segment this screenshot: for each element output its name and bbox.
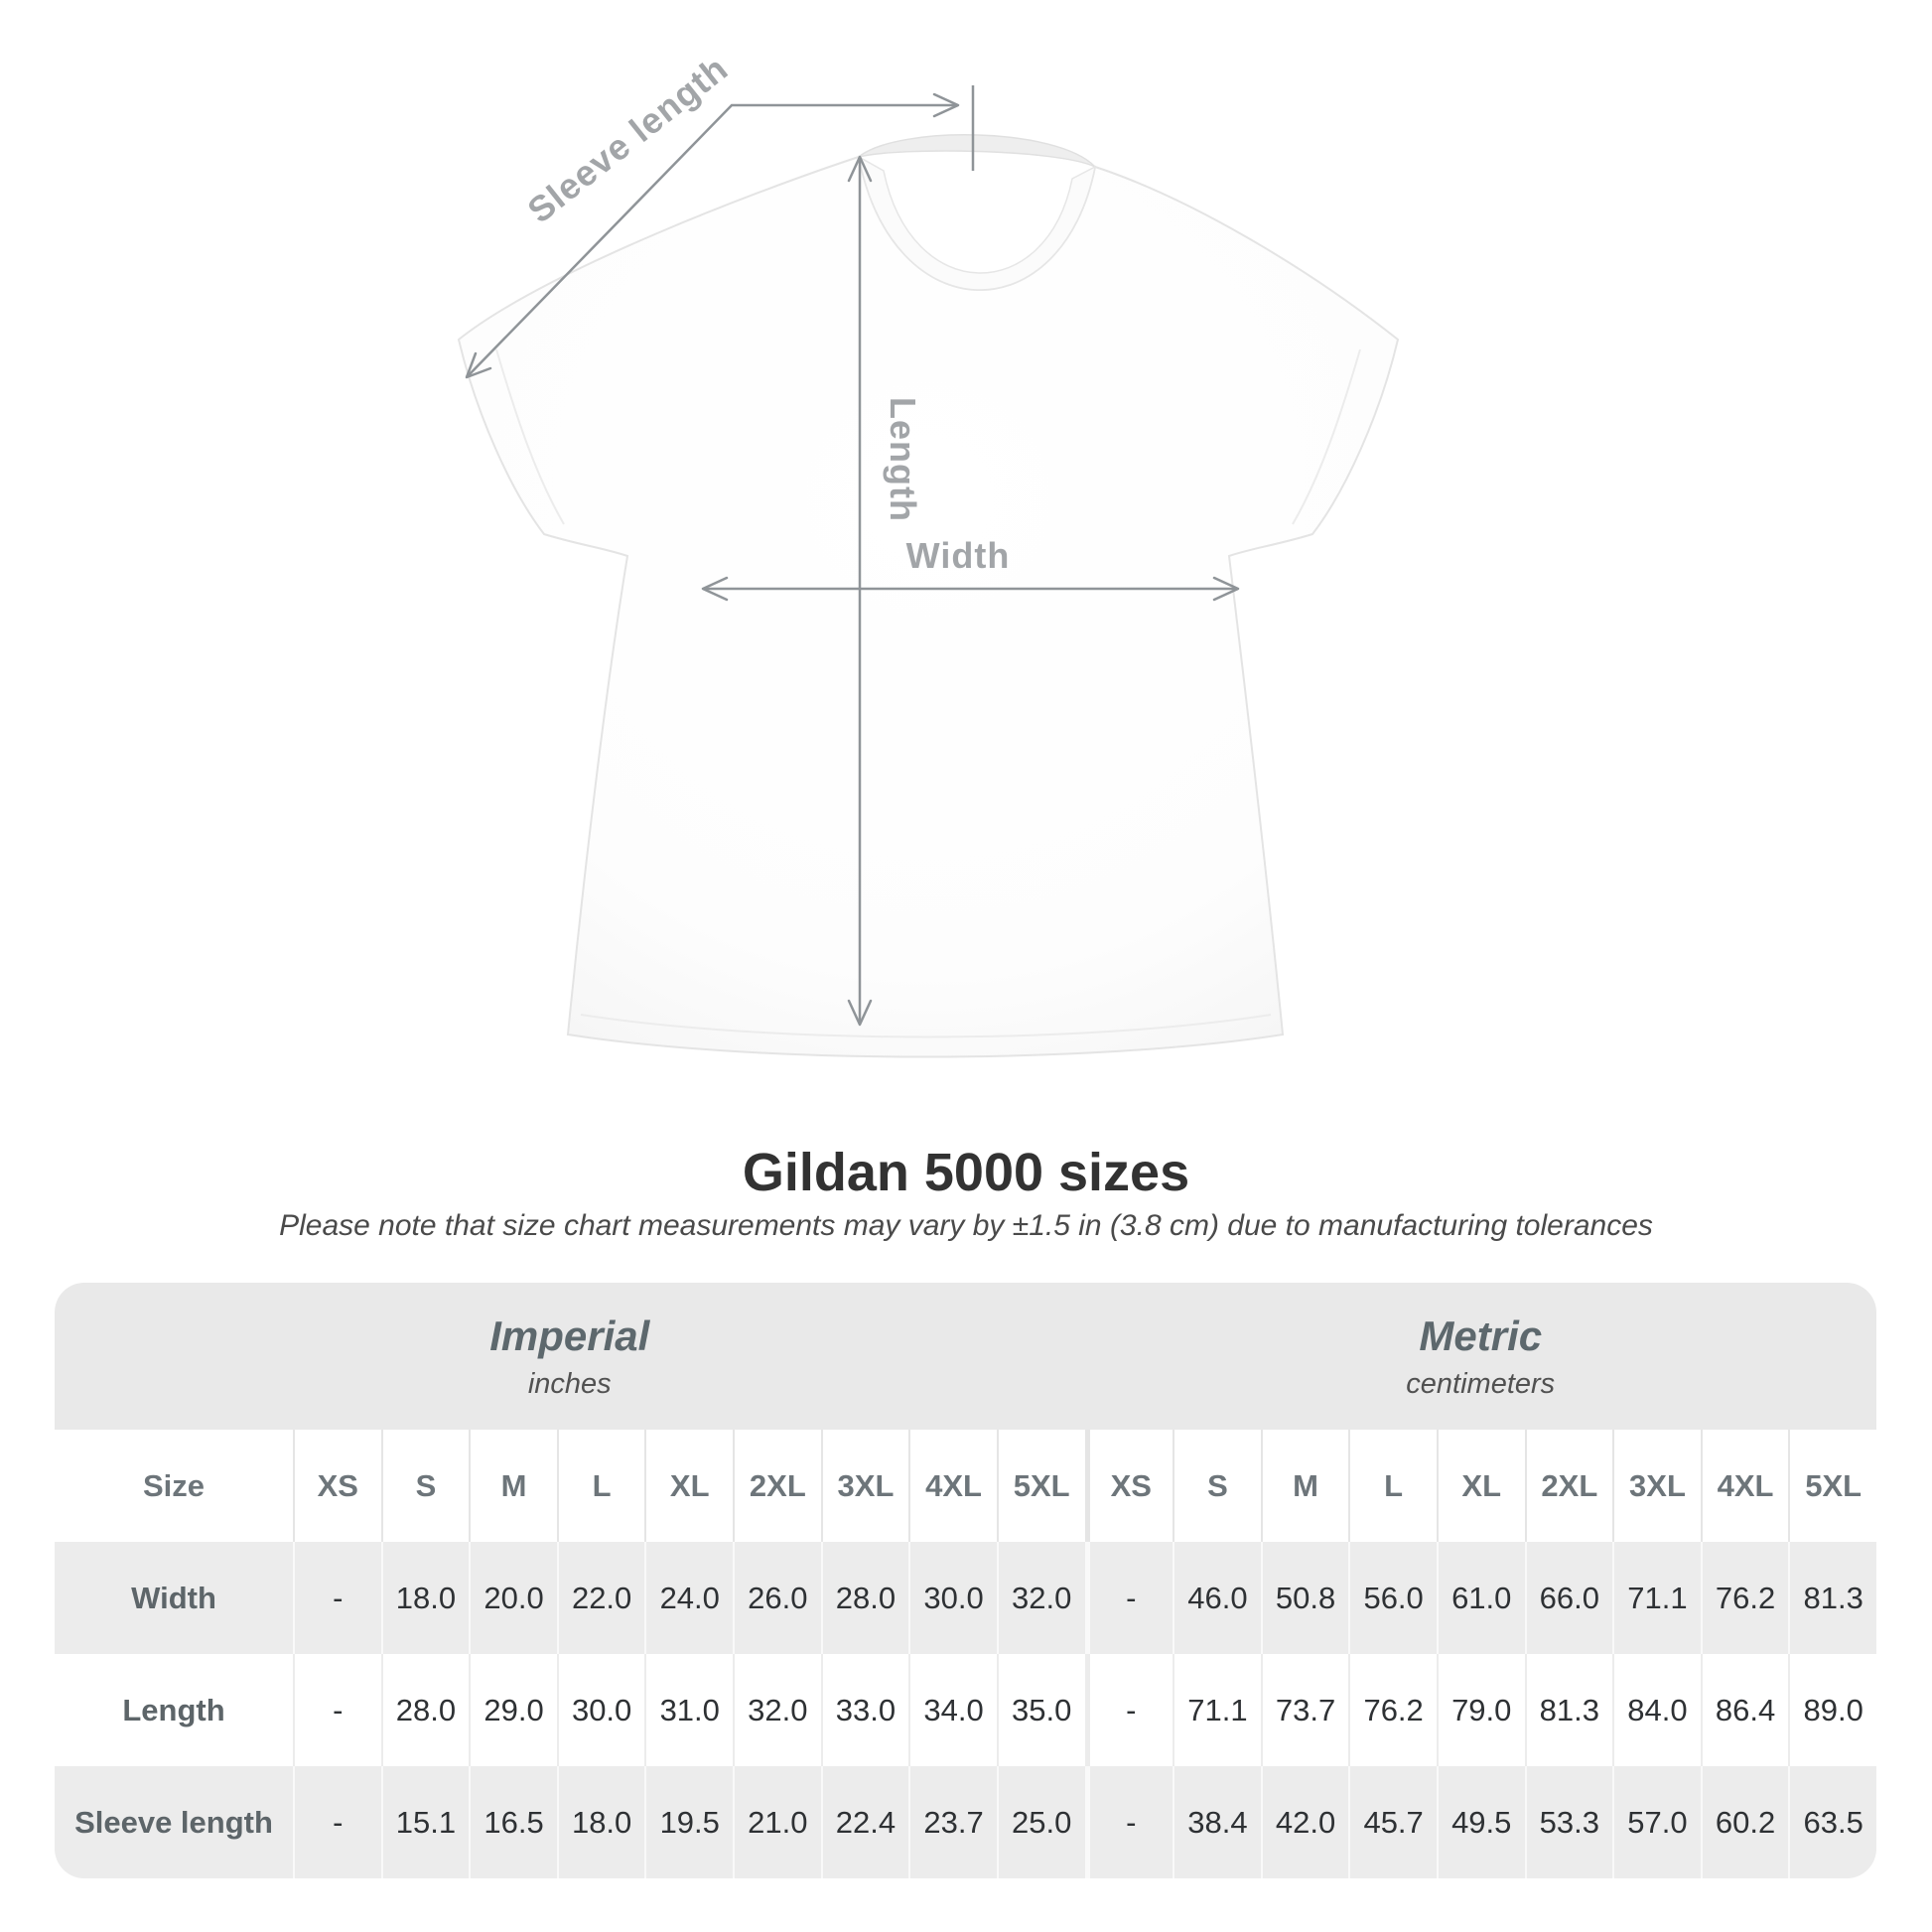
size-col-metric-s: S — [1173, 1430, 1261, 1542]
size-col-imperial-3xl: 3XL — [821, 1430, 909, 1542]
size-col-imperial-xs: XS — [293, 1430, 381, 1542]
value-metric-4xl: 60.2 — [1701, 1766, 1789, 1878]
value-imperial-xs: - — [293, 1654, 381, 1766]
value-metric-s: 46.0 — [1173, 1542, 1261, 1654]
value-metric-4xl: 86.4 — [1701, 1654, 1789, 1766]
value-imperial-l: 22.0 — [557, 1542, 645, 1654]
size-col-imperial-5xl: 5XL — [997, 1430, 1085, 1542]
size-col-metric-5xl: 5XL — [1788, 1430, 1876, 1542]
value-metric-s: 38.4 — [1173, 1766, 1261, 1878]
page-title: Gildan 5000 sizes — [742, 1143, 1190, 1202]
value-metric-m: 42.0 — [1261, 1766, 1349, 1878]
size-header-row — [55, 1430, 1876, 1542]
value-imperial-xs: - — [293, 1542, 381, 1654]
value-metric-4xl: 76.2 — [1701, 1542, 1789, 1654]
page-subtitle: Please note that size chart measurements may vary by ±1.5 in (3.8 cm) due to manufacturing tolerances — [279, 1209, 1653, 1242]
imperial-header — [55, 1283, 1085, 1430]
value-imperial-2xl: 26.0 — [733, 1542, 821, 1654]
size-column-header: Size — [142, 1467, 206, 1503]
unit-band — [55, 1283, 1876, 1430]
value-imperial-m: 29.0 — [469, 1654, 557, 1766]
value-imperial-3xl: 22.4 — [821, 1766, 909, 1878]
size-col-metric-xl: XL — [1437, 1430, 1525, 1542]
value-imperial-s: 18.0 — [381, 1542, 470, 1654]
value-metric-s: 71.1 — [1173, 1654, 1261, 1766]
value-metric-xl: 49.5 — [1437, 1766, 1525, 1878]
row-label-length: Length — [122, 1692, 225, 1727]
value-imperial-s: 28.0 — [381, 1654, 470, 1766]
row-label-width: Width — [131, 1580, 216, 1615]
value-imperial-3xl: 33.0 — [821, 1654, 909, 1766]
value-metric-3xl: 57.0 — [1612, 1766, 1701, 1878]
value-metric-2xl: 66.0 — [1525, 1542, 1613, 1654]
imperial-label: Imperial — [489, 1311, 650, 1359]
size-col-imperial-xl: XL — [644, 1430, 733, 1542]
value-imperial-xl: 31.0 — [644, 1654, 733, 1766]
value-metric-l: 76.2 — [1348, 1654, 1437, 1766]
value-imperial-xl: 19.5 — [644, 1766, 733, 1878]
table-row-sleeve-length — [55, 1766, 1876, 1878]
size-col-imperial-m: M — [469, 1430, 557, 1542]
table-row-length — [55, 1654, 1876, 1766]
imperial-unit-label: inches — [527, 1367, 612, 1400]
value-metric-m: 50.8 — [1261, 1542, 1349, 1654]
size-col-metric-2xl: 2XL — [1525, 1430, 1613, 1542]
value-imperial-m: 20.0 — [469, 1542, 557, 1654]
metric-header — [1085, 1283, 1877, 1430]
value-imperial-4xl: 23.7 — [908, 1766, 997, 1878]
value-imperial-l: 30.0 — [557, 1654, 645, 1766]
tshirt-silhouette — [459, 157, 1398, 1057]
value-metric-xs: - — [1085, 1542, 1173, 1654]
tshirt-back-collar — [859, 135, 1095, 167]
value-metric-5xl: 63.5 — [1788, 1766, 1876, 1878]
value-imperial-xs: - — [293, 1766, 381, 1878]
table-row-width — [55, 1542, 1876, 1654]
value-imperial-s: 15.1 — [381, 1766, 470, 1878]
value-metric-xl: 61.0 — [1437, 1542, 1525, 1654]
value-metric-xs: - — [1085, 1766, 1173, 1878]
value-imperial-3xl: 28.0 — [821, 1542, 909, 1654]
sleeve-length-label: Sleeve length — [519, 47, 736, 231]
value-imperial-4xl: 34.0 — [908, 1654, 997, 1766]
value-imperial-2xl: 32.0 — [733, 1654, 821, 1766]
value-imperial-5xl: 35.0 — [997, 1654, 1085, 1766]
value-metric-xl: 79.0 — [1437, 1654, 1525, 1766]
size-col-metric-3xl: 3XL — [1612, 1430, 1701, 1542]
value-metric-3xl: 71.1 — [1612, 1542, 1701, 1654]
width-label: Width — [905, 535, 1011, 576]
size-col-imperial-l: L — [557, 1430, 645, 1542]
value-imperial-2xl: 21.0 — [733, 1766, 821, 1878]
size-col-metric-l: L — [1348, 1430, 1437, 1542]
value-metric-3xl: 84.0 — [1612, 1654, 1701, 1766]
size-col-imperial-2xl: 2XL — [733, 1430, 821, 1542]
value-metric-xs: - — [1085, 1654, 1173, 1766]
row-label-sleeve-length: Sleeve length — [74, 1804, 273, 1840]
value-metric-l: 56.0 — [1348, 1542, 1437, 1654]
size-col-metric-xs: XS — [1085, 1430, 1173, 1542]
size-table — [55, 1283, 1876, 1878]
value-imperial-5xl: 32.0 — [997, 1542, 1085, 1654]
value-metric-5xl: 89.0 — [1788, 1654, 1876, 1766]
size-col-imperial-4xl: 4XL — [908, 1430, 997, 1542]
value-imperial-m: 16.5 — [469, 1766, 557, 1878]
value-metric-2xl: 81.3 — [1525, 1654, 1613, 1766]
value-metric-5xl: 81.3 — [1788, 1542, 1876, 1654]
value-metric-l: 45.7 — [1348, 1766, 1437, 1878]
size-col-imperial-s: S — [381, 1430, 470, 1542]
size-col-metric-4xl: 4XL — [1701, 1430, 1789, 1542]
value-imperial-xl: 24.0 — [644, 1542, 733, 1654]
length-label: Length — [883, 397, 923, 522]
size-col-metric-m: M — [1261, 1430, 1349, 1542]
value-imperial-5xl: 25.0 — [997, 1766, 1085, 1878]
value-imperial-l: 18.0 — [557, 1766, 645, 1878]
metric-label: Metric — [1419, 1311, 1543, 1359]
value-metric-2xl: 53.3 — [1525, 1766, 1613, 1878]
metric-unit-label: centimeters — [1406, 1367, 1556, 1400]
value-metric-m: 73.7 — [1261, 1654, 1349, 1766]
value-imperial-4xl: 30.0 — [908, 1542, 997, 1654]
